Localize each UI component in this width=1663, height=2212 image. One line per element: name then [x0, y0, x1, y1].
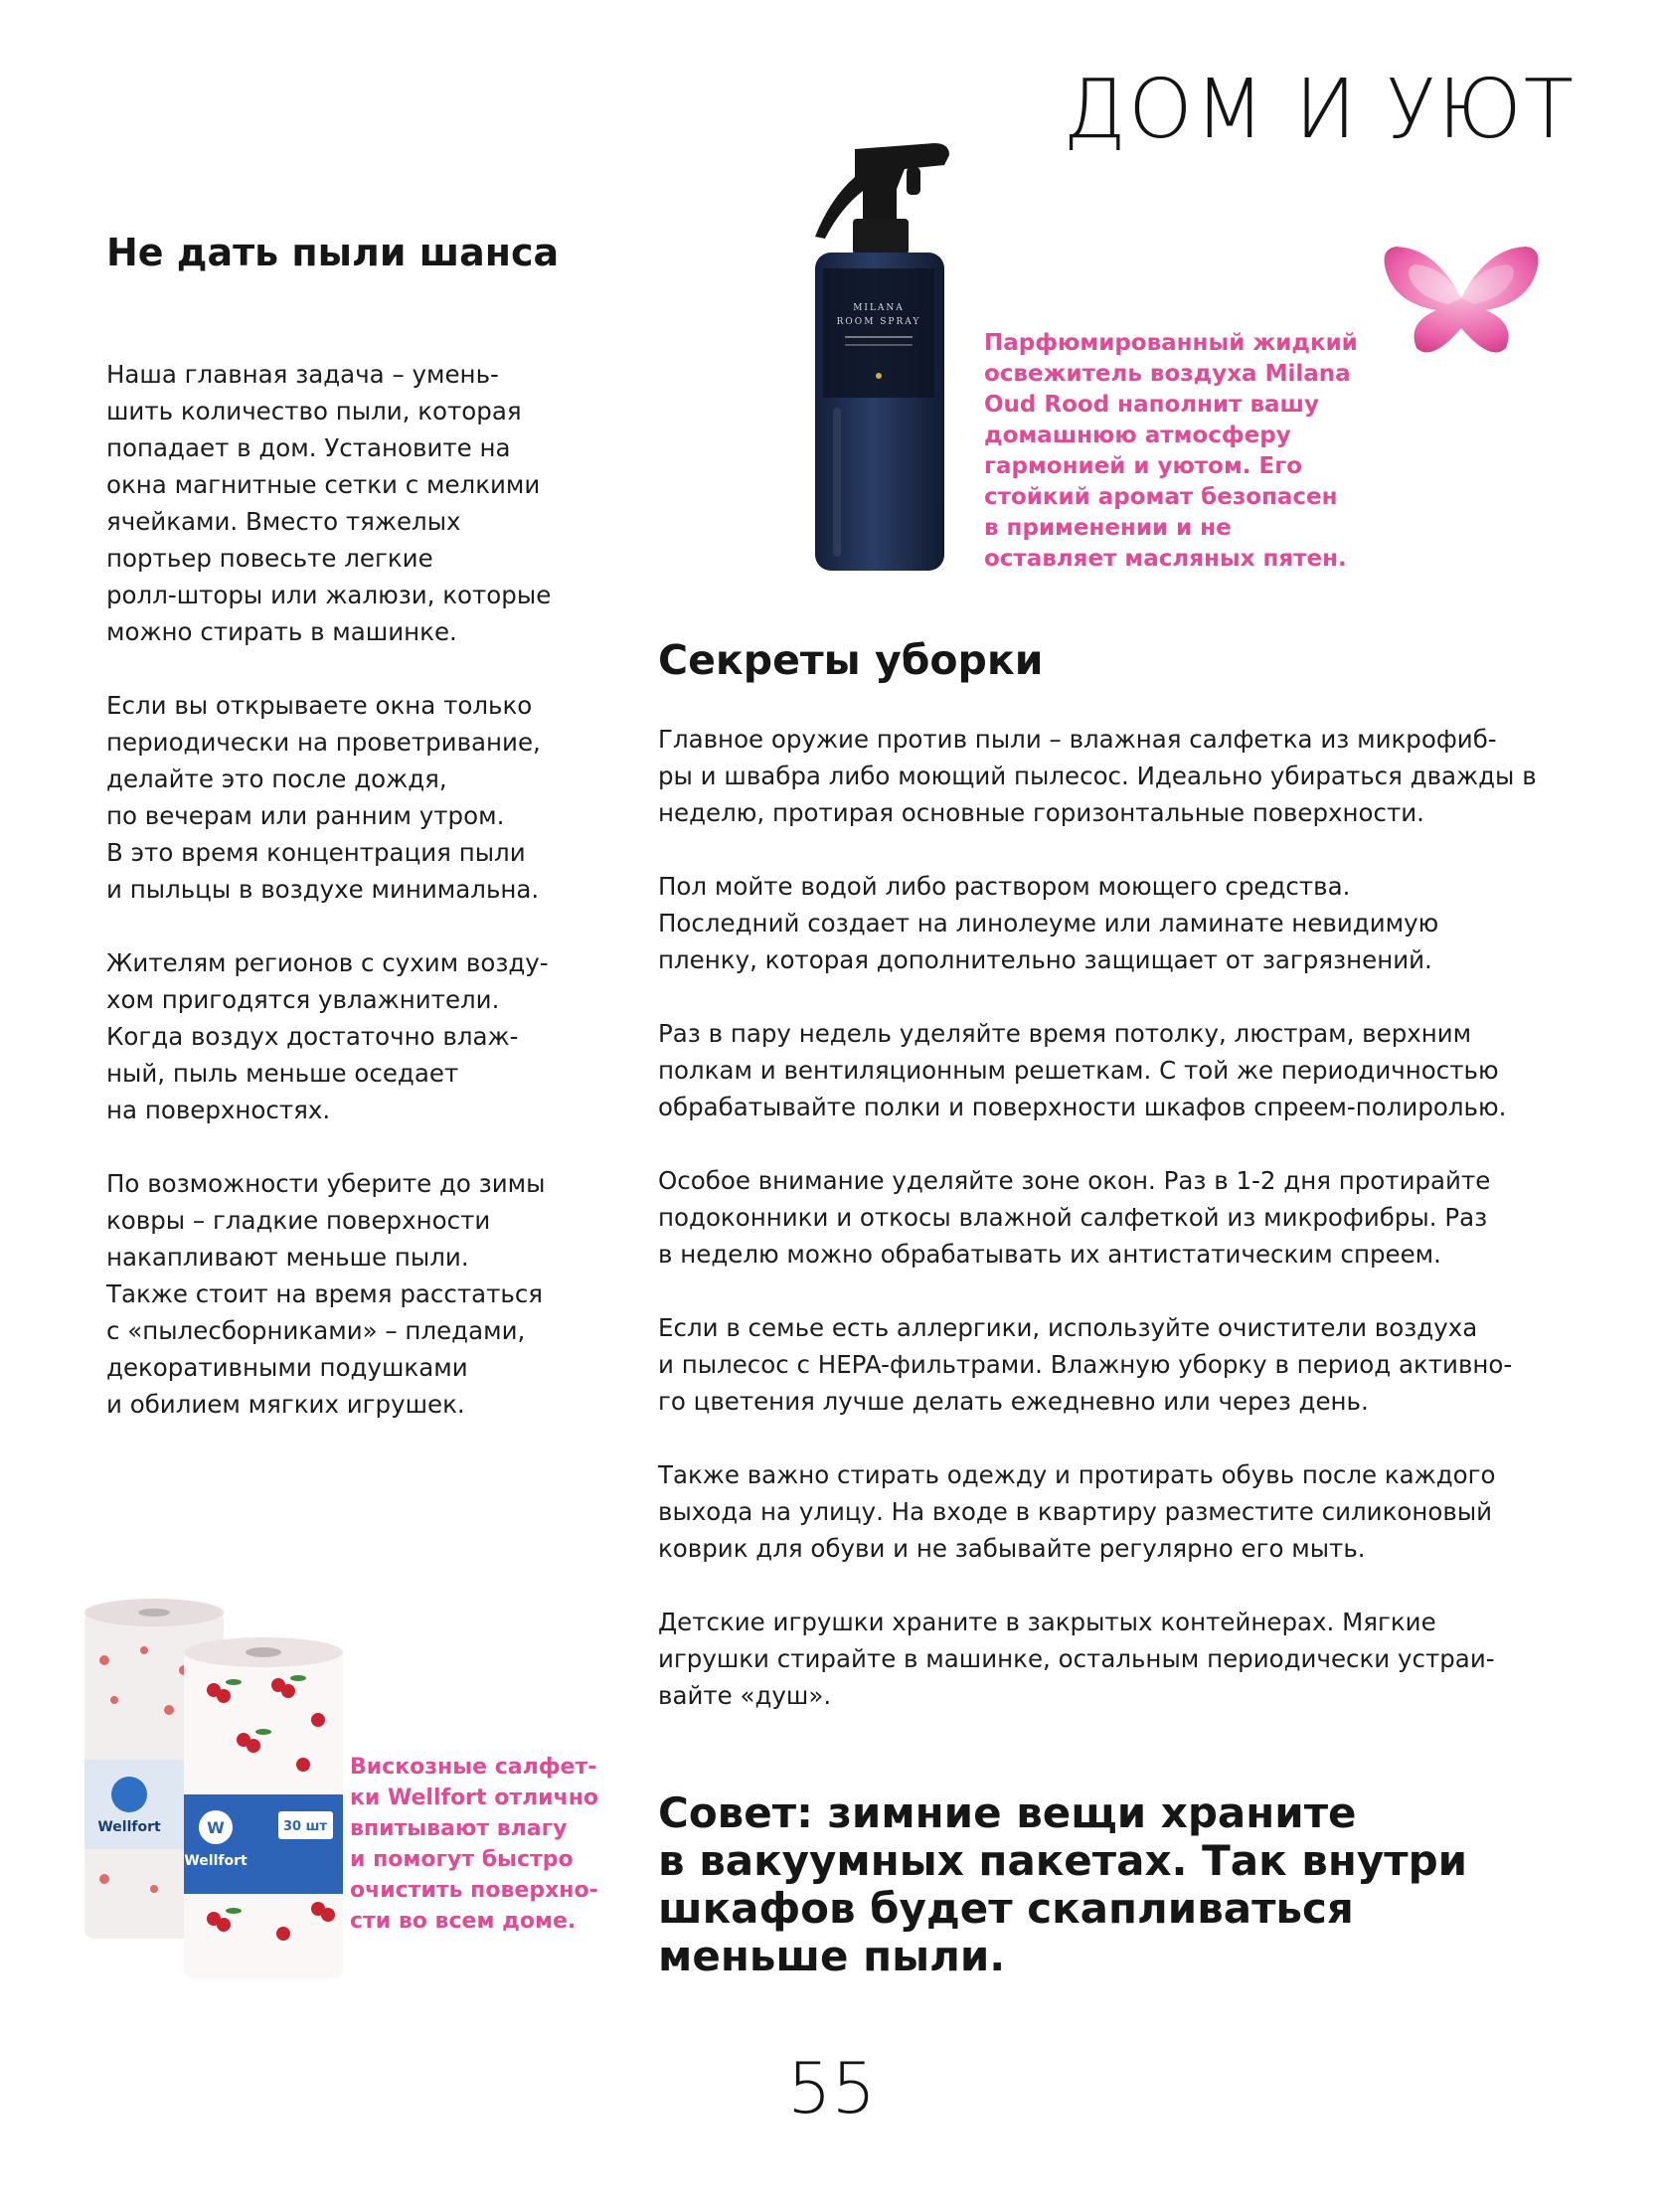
left-paragraph-1: Наша главная задача – умень- шить количество пыли, которая попадает в дом. Установите на окна магнитные сетки с мелкими ячейками. Вместо тяжелых портьер повесьте легкие ролл-шторы или жалюзи, которые можно стирать в машинке.	[106, 360, 552, 646]
wipes-caption: Вискозные салфет- ки Wellfort отлично впитывают влагу и помогут быстро очистить поверхно- сти во всем доме.	[350, 1755, 599, 1934]
right-paragraph-2: Пол мойте водой либо раствором моющего средства. Последний создает на линолеуме или ламинате невидимую пленку, которая дополнительно защищает от загрязнений.	[658, 872, 1439, 974]
svg-text:W: W	[207, 1818, 225, 1837]
right-paragraph-4: Особое внимание уделяйте зоне окон. Раз в 1-2 дня протирайте подоконники и откосы влажной салфеткой из микрофибры. Раз в неделю можно обрабатывать их антистатическим спреем.	[658, 1166, 1491, 1269]
right-paragraph-5: Если в семье есть аллергики, используйте очистители воздуха и пылесос с HEPA-фильтрами. Влажную уборку в период активно- го цветения лучше делать ежедневно или через день.	[658, 1313, 1513, 1416]
left-heading: Не дать пыли шанса	[106, 231, 560, 274]
right-paragraph-1: Главное оружие против пыли – влажная салфетка из микрофиб- ры и швабра либо моющий пылесос. Идеально убираться дважды в неделю, протирая основные горизонтальные поверхности.	[658, 725, 1537, 827]
left-paragraph-4: По возможности уберите до зимы ковры – гладкие поверхности накапливают меньше пыли. Также стоит на время расстаться с «пылесборниками» – пледами, декоративными подушками и обилием мягких игрушек.	[106, 1169, 546, 1419]
right-heading: Секреты уборки	[658, 636, 1044, 684]
left-paragraph-3: Жителям регионов с сухим возду- хом пригодятся увлажнители. Когда воздух достаточно влаж- ный, пыль меньше оседает на поверхностях.	[106, 948, 549, 1124]
right-paragraph-6: Также важно стирать одежду и протирать обувь после каждого выхода на улицу. На входе в квартиру разместите силиконовый коврик для обуви и не забывайте регулярно его мыть.	[658, 1460, 1496, 1563]
wipes-count-badge: 30 шт	[283, 1819, 327, 1834]
page-number: 55	[786, 2048, 877, 2129]
wipes-rolls-image	[75, 1591, 353, 1988]
left-paragraph-2: Если вы открываете окна только периодически на проветривание, делайте это после дождя, по вечерам или ранним утром. В это время концентрация пыли и пыльцы в воздухе минимальна.	[106, 691, 541, 904]
right-paragraph-3: Раз в пару недель уделяйте время потолку, люстрам, верхним полкам и вентиляционным решеткам. С той же периодичностью обрабатывайте полки и поверхности шкафов спреем-полиролью.	[658, 1019, 1507, 1121]
spray-bottle-image	[785, 129, 984, 587]
wipes-front-brand: Wellfort	[184, 1853, 248, 1869]
wipes-back-brand: Wellfort	[97, 1819, 161, 1835]
left-column	[106, 356, 593, 1459]
butterfly-decoration-image	[1377, 229, 1546, 368]
section-title: ДОМ И УЮТ	[1063, 63, 1576, 157]
spray-label-brand: MILANA	[853, 303, 905, 313]
spray-caption: Парфюмированный жидкий освежитель воздуха Milana Oud Rood наполнит вашу домашнюю атмосферу гармонией и уютом. Его стойкий аромат безопасен в применении и не оставляет масляных пятен.	[984, 330, 1358, 572]
right-paragraph-7: Детские игрушки храните в закрытых контейнерах. Мягкие игрушки стирайте в машинке, остальным периодически устраи- вайте «душ».	[658, 1608, 1495, 1710]
tip-callout: Совет: зимние вещи храните в вакуумных пакетах. Так внутри шкафов будет скапливаться меньше пыли.	[658, 1788, 1468, 1980]
spray-label-product: ROOM SPRAY	[836, 317, 921, 327]
right-column	[658, 721, 1553, 1751]
